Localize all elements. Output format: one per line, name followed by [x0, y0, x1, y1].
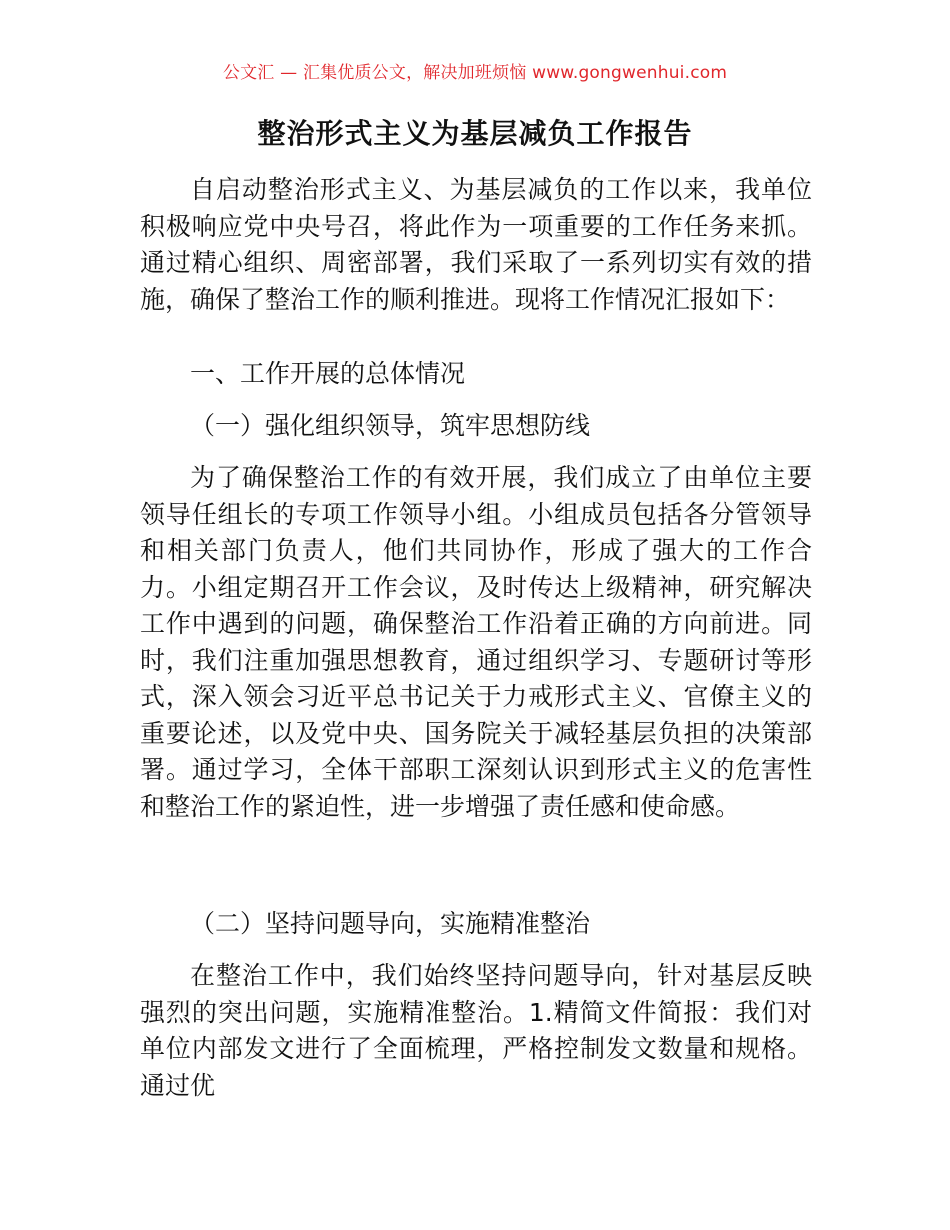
watermark-banner: 公文汇 — 汇集优质公文，解决加班烦恼 www.gongwenhui.com [222, 63, 728, 83]
sub1-paragraph: 为了确保整治工作的有效开展，我们成立了由单位主要领导任组长的专项工作领导小组。小组成员包括各分管领导和相关部门负责人，他们共同协作，形成了强大的工作合力。小组定期召开工作会议，及时传达上级精神，研究解决工作中遇到的问题，确保整治工作沿着正确的方向前进。同时，我们注重加强思想教育，通过组织学习、专题研讨等形式，深入领会习近平总书记关于力戒形式主义、官僚主义的重要论述，以及党中央、国务院关于减轻基层负担的决策部署。通过学习，全体干部职工深刻认识到形式主义的危害性和整治工作的紧迫性，进一步增强了责任感和使命感。 [140, 463, 812, 821]
sub-heading-1: （一）强化组织领导，筑牢思想防线 [190, 411, 591, 440]
document-title: 整治形式主义为基层减负工作报告 [257, 117, 693, 150]
sub-heading-2: （二）坚持问题导向，实施精准整治 [190, 909, 591, 938]
intro-paragraph: 自启动整治形式主义、为基层减负的工作以来，我单位积极响应党中央号召，将此作为一项重要的工作任务来抓。通过精心组织、周密部署，我们采取了一系列切实有效的措施，确保了整治工作的顺利推进。现将工作情况汇报如下： [140, 175, 812, 314]
sub2-paragraph: 在整治工作中，我们始终坚持问题导向，针对基层反映强烈的突出问题，实施精准整治。1.精简文件简报：我们对单位内部发文进行了全面梳理，严格控制发文数量和规格。通过优 [140, 961, 812, 1100]
section-heading-1: 一、工作开展的总体情况 [190, 359, 466, 388]
